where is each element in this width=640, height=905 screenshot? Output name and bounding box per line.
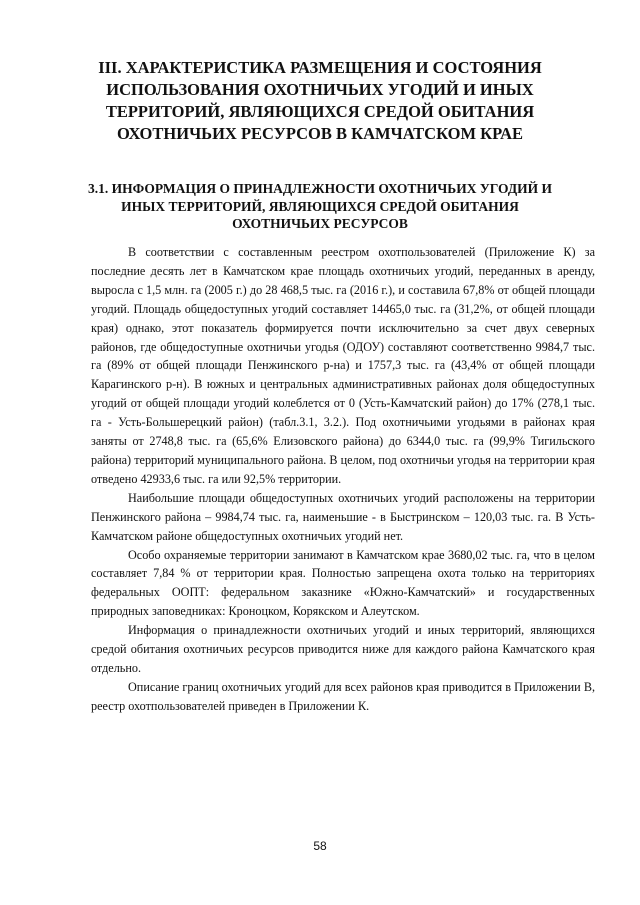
paragraph: В соответствии с составленным реестром охотпользователей (Приложение К) за последние десять лет в Камчатском крае площадь охотничьих угодий, переданных в аренду, выросла с 1,5 млн. га (2005 г.) до 28 468,5 тыс. га (2016 г.), и составила 67,8% от общей площади угодий. Площадь общедоступных угодий составляет 14465,0 тыс. га (31,2%, от общей площади края) однако, этот показатель формируется почти исключительно за счет двух северных районов, где общедоступные охотничьи угодья (ОДОУ) составляют соответственно 9984,7 тыс. га (89% от общей площади Пенжинского р-на) и 1757,3 тыс. га (43,4% от общей площади Карагинского р-н). В южных и центральных административных районах доля общедоступных угодий от общей площади угодий колеблется от 0 (Усть-Камчатский район) до 17% (278,1 тыс. га - Усть-Большерецкий район) (табл.3.1, 3.2.). Под охотничьими угодьями в районах края заняты от 2748,8 тыс. га (65,6% Елизовского района) до 6344,0 тыс. га (99,9% Тигильского района) территорий муниципального района. В целом, под охотничьи угодья на территории края отведено 42933,6 тыс. га или 92,5% территории.	[91, 245, 595, 486]
section-title: 3.1. ИНФОРМАЦИЯ О ПРИНАДЛЕЖНОСТИ ОХОТНИЧЬИХ УГОДИЙ И ИНЫХ ТЕРРИТОРИЙ, ЯВЛЯЮЩИХСЯ СРЕДОЙ ОБИТАНИЯ ОХОТНИЧЬИХ РЕСУРСОВ	[88, 181, 552, 231]
chapter-title: III. ХАРАКТЕРИСТИКА РАЗМЕЩЕНИЯ И СОСТОЯНИЯ ИСПОЛЬЗОВАНИЯ ОХОТНИЧЬИХ УГОДИЙ И ИНЫХ ТЕРРИТОРИЙ, ЯВЛЯЮЩИХСЯ СРЕДОЙ ОБИТАНИЯ ОХОТНИЧЬИХ РЕСУРСОВ В КАМЧАТСКОМ КРАЕ	[98, 58, 542, 143]
body-text	[91, 243, 595, 716]
paragraph: Особо охраняемые территории занимают в Камчатском крае 3680,02 тыс. га, что в целом составляет 7,84 % от территории края. Полностью запрещена охота только на территориях федеральных ООПТ: федеральном заказнике «Южно-Камчатский» и государственных природных заповедниках: Кроноцком, Корякском и Алеутском.	[91, 547, 595, 619]
paragraph: Наибольшие площади общедоступных охотничьих угодий расположены на территории Пенжинского района – 9984,74 тыс. га, наименьшие - в Быстринском – 120,03 тыс. га. В Усть-Камчатском районе общедоступных охотничьих угодий нет.	[91, 490, 595, 543]
paragraph: Информация о принадлежности охотничьих угодий и иных территорий, являющихся средой обитания охотничьих ресурсов приводится ниже для каждого района Камчатского края отдельно.	[91, 623, 595, 675]
page-number: 58	[313, 839, 327, 853]
paragraph: Описание границ охотничьих угодий для всех районов края приводится в Приложении В, реестр охотпользователей приведен в Приложении К.	[91, 679, 595, 713]
